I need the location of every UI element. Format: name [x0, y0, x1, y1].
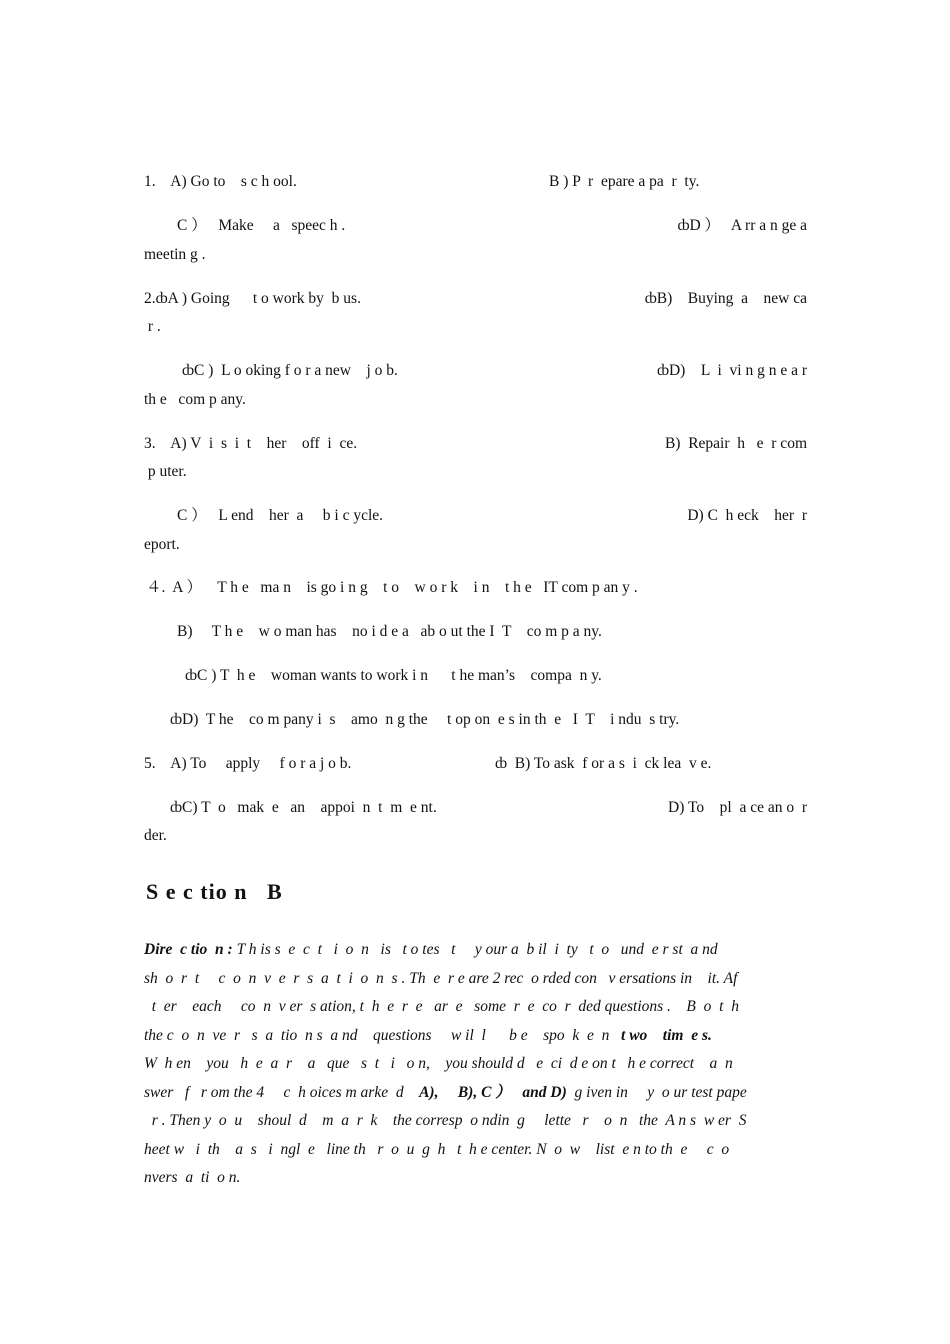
q5-option-b: ȸ B) To ask f or a s i ck lea v e.: [495, 755, 712, 772]
directions-line-8: heet w i th a s i ngl e line th r o u g h t h e center. N o w list e n to th e c o: [144, 1141, 730, 1158]
directions-text-4: the c o n ve r s a tio n s a nd questions w il l b e spo k e n: [144, 1027, 622, 1044]
q4-option-b: B) T h e w o man has no i d e a ab o ut the I T co m p a ny.: [177, 623, 602, 640]
q5-option-d-cont: der.: [144, 827, 167, 844]
directions-line-4: [144, 1026, 808, 1046]
directions-line-6: [144, 1083, 808, 1103]
directions-two-times: t wo tim e s.: [621, 1027, 712, 1044]
q1-option-a: 1. A) Go to s c h ool.: [144, 173, 297, 190]
q5-option-d: D) To pl a ce an o r: [668, 799, 807, 816]
section-b-heading: S e c tio n B: [146, 879, 283, 904]
directions-choices: A), B), C ） and D): [419, 1084, 567, 1101]
q4-option-c: ȸC ) T h e woman wants to work i n t he man’s compa n y.: [185, 667, 602, 684]
q2-option-c: ȸC ) L o oking f o r a new j o b.: [182, 362, 398, 379]
directions-text-1: T h is s e c t i o n is t o tes t y our a b il i ty t o und e r st a nd: [232, 941, 718, 958]
q1-option-b: B ) P r epare a pa r ty.: [549, 173, 700, 190]
q3-option-c: C ） L end her a b i c ycle.: [177, 507, 384, 524]
q5-option-c: ȸC) T o mak e an appoi n t m e nt.: [170, 799, 437, 816]
q3-option-a: 3. A) V i s i t her off i ce.: [144, 435, 358, 452]
q2-option-b: ȸB) Buying a new ca: [644, 290, 807, 307]
q3-option-b-cont: p uter.: [144, 463, 187, 480]
q2-option-d: ȸD) L i vi n g n e a r: [656, 362, 807, 379]
directions-line-3: t er each co n v er s ation, t h e r e ar e some r e co r ded questions . B o t h: [144, 998, 739, 1015]
q2-option-d-cont: th e com p any.: [144, 391, 246, 408]
q4-option-a: ４. A ） T h e ma n is go i n g t o w o r k i n t h e IT com p an y .: [146, 579, 638, 596]
q3-option-b: B) Repair h e r com: [664, 435, 807, 452]
directions-line-2: sh o r t c o n v e r s a t i o n s . Th e r e are 2 rec o rded con v ersations in it. Af: [144, 970, 738, 987]
directions-text-6: swer f r om the 4 c h oices m arke d: [144, 1084, 420, 1101]
q2-option-b-cont: r .: [144, 318, 161, 335]
q1-option-c: C ） Make a speec h .: [177, 217, 346, 234]
q5-option-a: 5. A) To apply f o r a j o b.: [144, 755, 352, 772]
q1-option-d: ȸD ） A rr a n ge a: [677, 217, 807, 234]
directions-line-1: [144, 940, 808, 960]
directions-line-9: nvers a ti o n.: [144, 1169, 241, 1186]
q3-option-d-cont: eport.: [144, 536, 180, 553]
q2-option-a: 2.ȸA ) Going t o work by b us.: [144, 290, 361, 307]
directions-line-7: r . Then y o u shoul d m a r k the corresp o ndin g lette r o n the A n s w er S: [144, 1112, 747, 1129]
q3-option-d: D) C h eck her r: [687, 507, 807, 524]
directions-label: Dire c tio n :: [144, 941, 233, 958]
q1-option-d-cont: meetin g .: [144, 246, 206, 263]
directions-text-6b: g iven in y o ur test pape: [566, 1084, 747, 1101]
directions-line-5: W h en you h e a r a que s t i o n, you should d e ci d e on t h e correct a n: [144, 1055, 733, 1072]
q4-option-d: ȸD) T he co m pany i s amo n g the t op on e s in th e I T i ndu s try.: [170, 711, 680, 728]
